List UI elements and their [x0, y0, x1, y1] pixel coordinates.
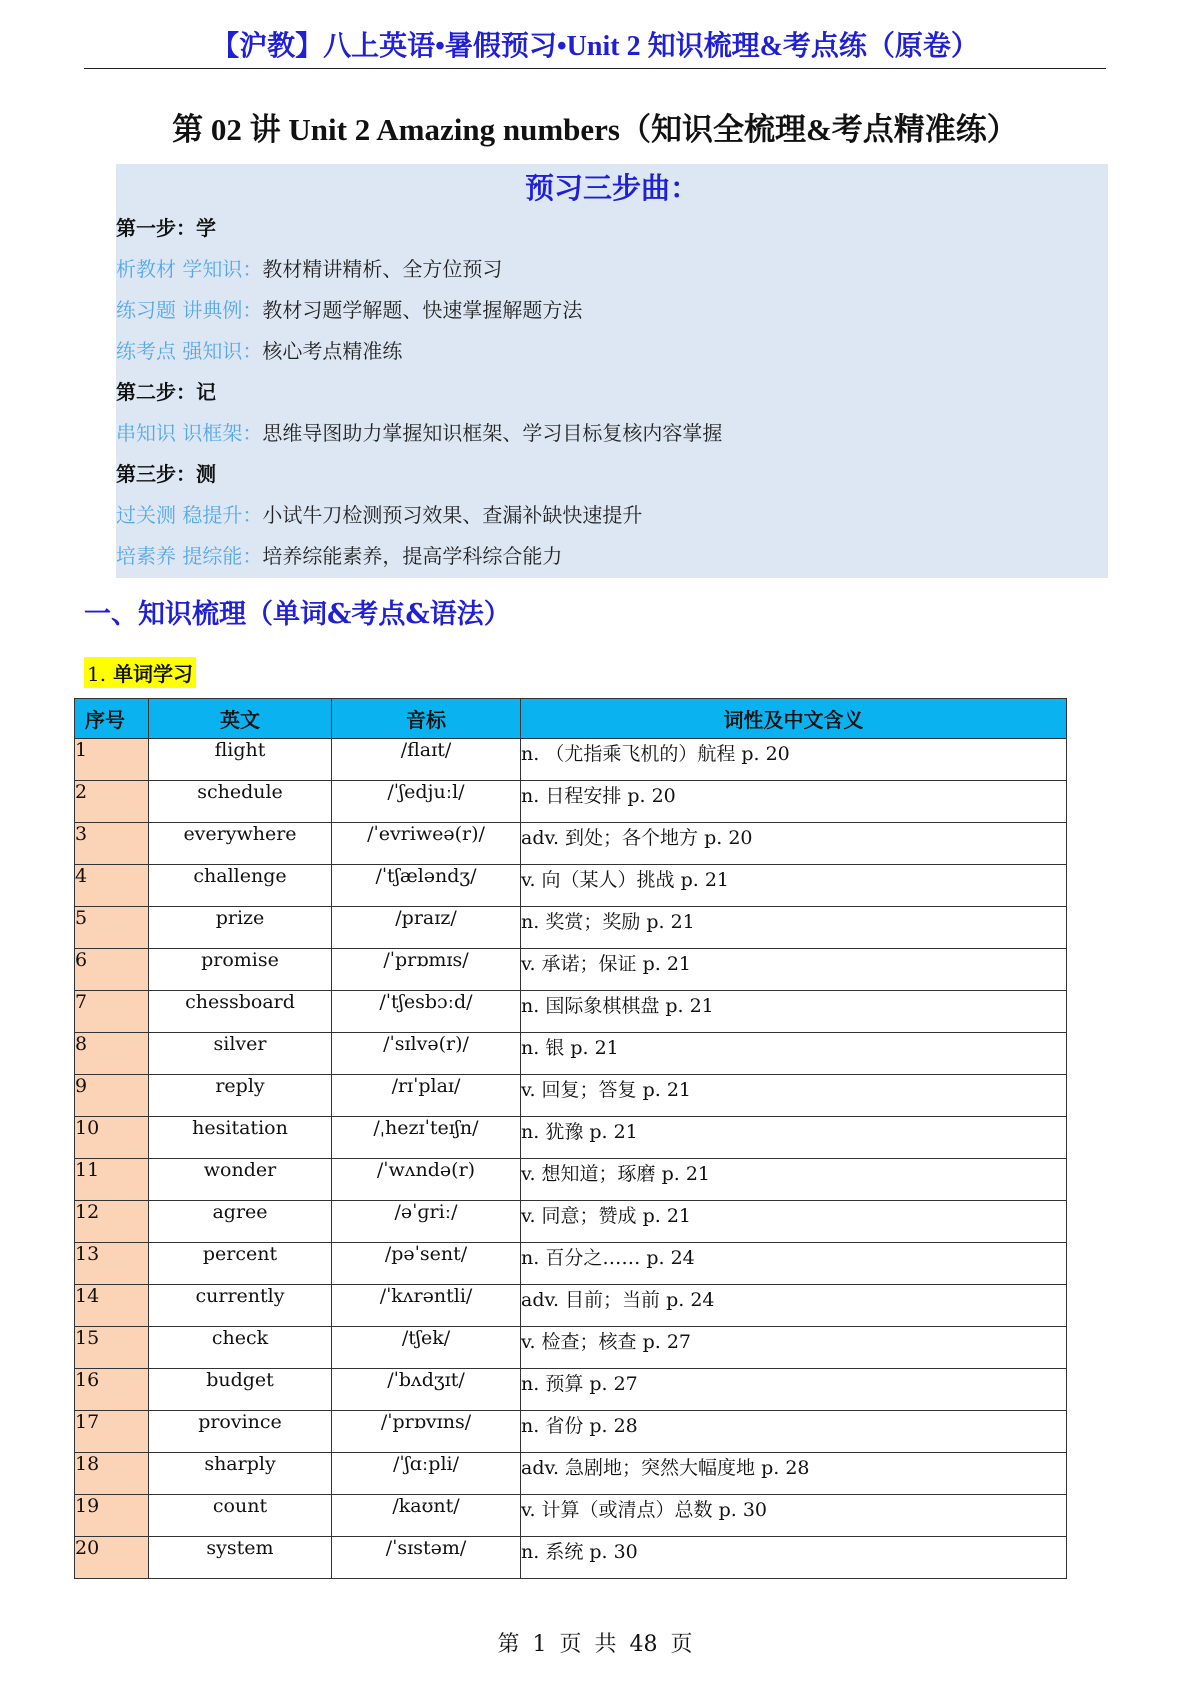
- cell-phonetic: /ˈkʌrəntli/: [332, 1285, 521, 1327]
- step-key: 练考点 强知识：: [116, 339, 263, 363]
- step-key: 析教材 学知识：: [116, 257, 263, 281]
- cell-phonetic: /rɪˈplaɪ/: [332, 1075, 521, 1117]
- header-meaning: 词性及中文含义: [521, 699, 1067, 739]
- vocabulary-table-body: [75, 739, 1067, 1579]
- cell-seq: 4: [75, 865, 149, 907]
- step-key: 培素养 提综能：: [116, 544, 263, 568]
- running-header: 【沪教】八上英语•暑假预习•Unit 2 知识梳理&考点练（原卷）: [211, 31, 979, 62]
- table-row: [75, 1411, 1067, 1453]
- table-row: [75, 739, 1067, 781]
- steps-title: 预习三步曲：: [524, 171, 699, 205]
- section-heading: 一、知识梳理（单词&考点&语法）: [84, 599, 511, 630]
- cell-seq: 16: [75, 1369, 149, 1411]
- cell-phonetic: /ˈʃedjuːl/: [332, 781, 521, 823]
- cell-phonetic: /kaʊnt/: [332, 1495, 521, 1537]
- cell-phonetic: /praɪz/: [332, 907, 521, 949]
- cell-phonetic: /tʃek/: [332, 1327, 521, 1369]
- cell-english: count: [149, 1495, 332, 1537]
- cell-seq: 8: [75, 1033, 149, 1075]
- cell-phonetic: /ˈevriweə(r)/: [332, 823, 521, 865]
- lesson-title: 第 02 讲 Unit 2 Amazing numbers（知识全梳理&考点精准练）: [172, 112, 1018, 147]
- cell-seq: 19: [75, 1495, 149, 1537]
- cell-english: percent: [149, 1243, 332, 1285]
- cell-seq: 17: [75, 1411, 149, 1453]
- cell-english: everywhere: [149, 823, 332, 865]
- sub-heading-label: 单词学习: [113, 662, 194, 686]
- step-key: 过关测 稳提升：: [116, 503, 263, 527]
- cell-seq: 13: [75, 1243, 149, 1285]
- table-row: [75, 865, 1067, 907]
- table-row: [75, 1369, 1067, 1411]
- cell-english: check: [149, 1327, 332, 1369]
- step1-item: [116, 253, 502, 282]
- cell-meaning: n. 银 p. 21: [521, 1033, 1067, 1075]
- cell-english: reply: [149, 1075, 332, 1117]
- cell-english: chessboard: [149, 991, 332, 1033]
- cell-phonetic: /ˈʃɑːpli/: [332, 1453, 521, 1495]
- cell-meaning: v. 承诺；保证 p. 21: [521, 949, 1067, 991]
- cell-meaning: adv. 目前；当前 p. 24: [521, 1285, 1067, 1327]
- cell-meaning: v. 同意；赞成 p. 21: [521, 1201, 1067, 1243]
- table-row: [75, 1033, 1067, 1075]
- cell-meaning: n. 犹豫 p. 21: [521, 1117, 1067, 1159]
- cell-english: flight: [149, 739, 332, 781]
- step-desc: 核心考点精准练: [262, 339, 403, 363]
- table-row: [75, 1159, 1067, 1201]
- cell-meaning: n. 国际象棋棋盘 p. 21: [521, 991, 1067, 1033]
- cell-seq: 2: [75, 781, 149, 823]
- cell-english: system: [149, 1537, 332, 1579]
- vocabulary-table: [74, 698, 1067, 1579]
- cell-phonetic: /ˌhezɪˈteɪʃn/: [332, 1117, 521, 1159]
- cell-seq: 20: [75, 1537, 149, 1579]
- cell-english: wonder: [149, 1159, 332, 1201]
- table-row: [75, 991, 1067, 1033]
- cell-seq: 6: [75, 949, 149, 991]
- table-header-row: [75, 699, 1067, 739]
- step1-item: [116, 335, 402, 364]
- cell-english: province: [149, 1411, 332, 1453]
- cell-meaning: n. 奖赏；奖励 p. 21: [521, 907, 1067, 949]
- cell-meaning: n. （尤指乘飞机的）航程 p. 20: [521, 739, 1067, 781]
- step-desc: 教材习题学解题、快速掌握解题方法: [262, 298, 583, 322]
- step1-item: [116, 294, 582, 323]
- step-desc: 思维导图助力掌握知识框架、学习目标复核内容掌握: [262, 421, 723, 445]
- cell-phonetic: /ˈsɪlvə(r)/: [332, 1033, 521, 1075]
- table-row: [75, 823, 1067, 865]
- cell-seq: 9: [75, 1075, 149, 1117]
- table-row: [75, 907, 1067, 949]
- cell-meaning: n. 省份 p. 28: [521, 1411, 1067, 1453]
- cell-phonetic: /ˈprɒvɪns/: [332, 1411, 521, 1453]
- step-key: 串知识 识框架：: [116, 421, 263, 445]
- step3-item: [116, 540, 562, 569]
- cell-meaning: adv. 到处；各个地方 p. 20: [521, 823, 1067, 865]
- cell-seq: 12: [75, 1201, 149, 1243]
- cell-phonetic: /ˈtʃæləndʒ/: [332, 865, 521, 907]
- step2-heading: 第二步：记: [116, 380, 216, 404]
- table-row: [75, 1117, 1067, 1159]
- cell-meaning: v. 计算（或清点）总数 p. 30: [521, 1495, 1067, 1537]
- step-desc: 教材精讲精析、全方位预习: [262, 257, 503, 281]
- table-row: [75, 1453, 1067, 1495]
- cell-phonetic: /ˈwʌndə(r): [332, 1159, 521, 1201]
- sub-heading-vocab: [84, 657, 196, 688]
- cell-meaning: adv. 急剧地；突然大幅度地 p. 28: [521, 1453, 1067, 1495]
- cell-english: budget: [149, 1369, 332, 1411]
- header-seq: 序号: [75, 699, 149, 739]
- cell-english: sharply: [149, 1453, 332, 1495]
- cell-seq: 10: [75, 1117, 149, 1159]
- cell-english: currently: [149, 1285, 332, 1327]
- cell-english: promise: [149, 949, 332, 991]
- step2-item: [116, 417, 722, 446]
- cell-english: agree: [149, 1201, 332, 1243]
- cell-phonetic: /ˈprɒmɪs/: [332, 949, 521, 991]
- table-row: [75, 1537, 1067, 1579]
- cell-seq: 5: [75, 907, 149, 949]
- cell-meaning: v. 向（某人）挑战 p. 21: [521, 865, 1067, 907]
- table-row: [75, 1495, 1067, 1537]
- header-phonetic: 音标: [332, 699, 521, 739]
- cell-meaning: v. 检查；核查 p. 27: [521, 1327, 1067, 1369]
- cell-seq: 15: [75, 1327, 149, 1369]
- step1-heading: 第一步：学: [116, 216, 216, 240]
- cell-english: silver: [149, 1033, 332, 1075]
- table-row: [75, 781, 1067, 823]
- cell-phonetic: /pəˈsent/: [332, 1243, 521, 1285]
- table-row: [75, 1327, 1067, 1369]
- cell-english: schedule: [149, 781, 332, 823]
- cell-phonetic: /əˈɡriː/: [332, 1201, 521, 1243]
- sub-heading-number: 1.: [87, 662, 107, 686]
- cell-seq: 7: [75, 991, 149, 1033]
- table-row: [75, 1285, 1067, 1327]
- cell-seq: 3: [75, 823, 149, 865]
- cell-seq: 14: [75, 1285, 149, 1327]
- cell-meaning: n. 日程安排 p. 20: [521, 781, 1067, 823]
- cell-english: challenge: [149, 865, 332, 907]
- step-desc: 小试牛刀检测预习效果、查漏补缺快速提升: [262, 503, 643, 527]
- cell-seq: 1: [75, 739, 149, 781]
- header-divider: [84, 68, 1106, 69]
- cell-meaning: v. 回复；答复 p. 21: [521, 1075, 1067, 1117]
- table-row: [75, 1075, 1067, 1117]
- cell-meaning: n. 百分之…… p. 24: [521, 1243, 1067, 1285]
- cell-phonetic: /ˈsɪstəm/: [332, 1537, 521, 1579]
- cell-meaning: n. 系统 p. 30: [521, 1537, 1067, 1579]
- table-row: [75, 1243, 1067, 1285]
- step-key: 练习题 讲典例：: [116, 298, 263, 322]
- step3-heading: 第三步：测: [116, 462, 216, 486]
- cell-phonetic: /ˈbʌdʒɪt/: [332, 1369, 521, 1411]
- cell-seq: 11: [75, 1159, 149, 1201]
- step-desc: 培养综能素养，提高学科综合能力: [262, 544, 563, 568]
- cell-meaning: n. 预算 p. 27: [521, 1369, 1067, 1411]
- cell-english: prize: [149, 907, 332, 949]
- cell-seq: 18: [75, 1453, 149, 1495]
- page-footer: 第 1 页 共 48 页: [497, 1632, 693, 1657]
- header-english: 英文: [149, 699, 332, 739]
- table-row: [75, 949, 1067, 991]
- cell-phonetic: /ˈtʃesbɔːd/: [332, 991, 521, 1033]
- cell-phonetic: /flaɪt/: [332, 739, 521, 781]
- preview-steps-box: [116, 164, 1108, 578]
- cell-english: hesitation: [149, 1117, 332, 1159]
- step3-item: [116, 499, 642, 528]
- table-row: [75, 1201, 1067, 1243]
- cell-meaning: v. 想知道；琢磨 p. 21: [521, 1159, 1067, 1201]
